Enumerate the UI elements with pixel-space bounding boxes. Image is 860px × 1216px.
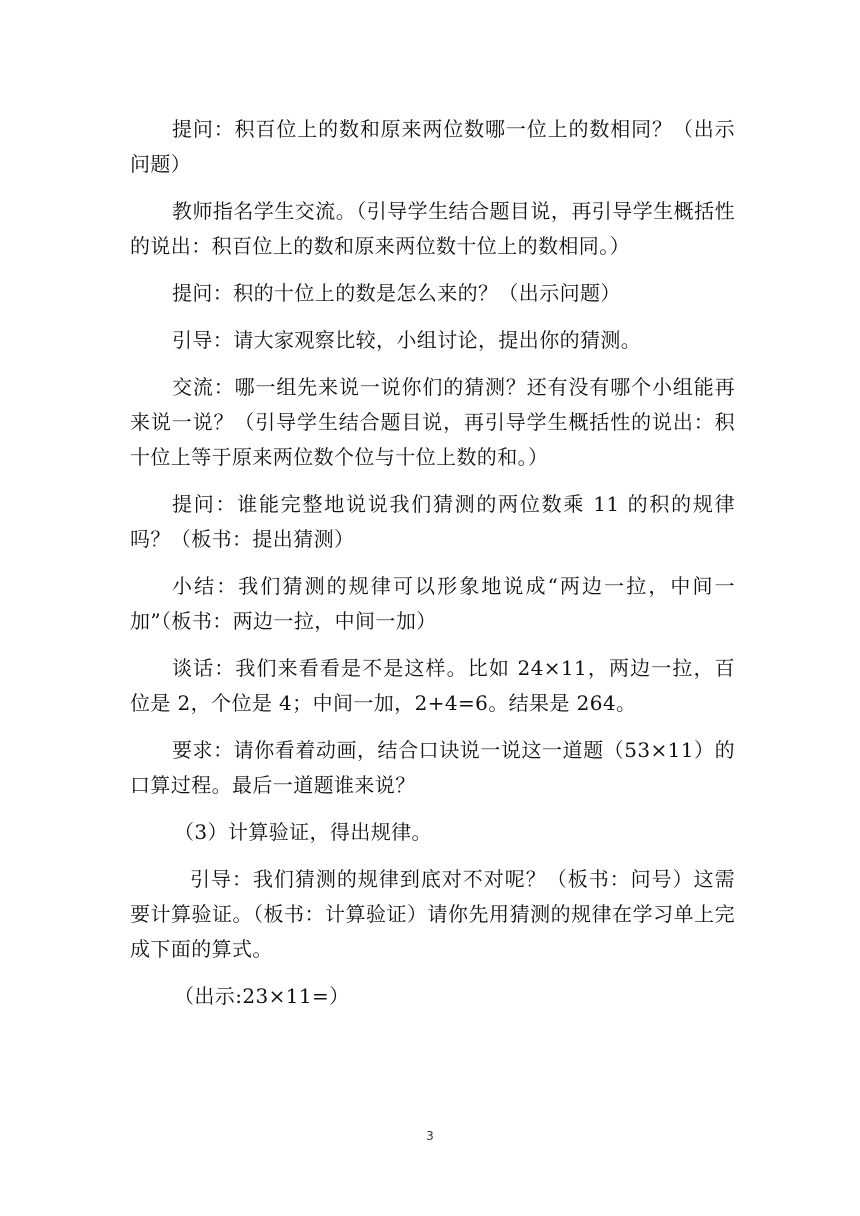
- paragraph-exchange-guess: 交流：哪一组先来说一说你们的猜测？还有没有哪个小组能再来说一说？（引导学生结合题目说，再引导学生概括性的说出：积十位上等于原来两位数个位与十位上数的和。）: [130, 375, 735, 469]
- document-body: [130, 112, 735, 1026]
- paragraph-teacher-exchange: 教师指名学生交流。（引导学生结合题目说，再引导学生概括性的说出：积百位上的数和原来两位数十位上的数相同。）: [130, 199, 735, 258]
- paragraph-question-hundreds: 提问：积百位上的数和原来两位数哪一位上的数相同？（出示问题）: [130, 117, 735, 176]
- paragraph-guide-observe: 引导：请大家观察比较，小组讨论，提出你的猜测。: [172, 328, 642, 352]
- paragraph-guide-verify: 引导：我们猜测的规律到底对不对呢？（板书：问号）这需要计算验证。（板书：计算验证）请你先用猜测的规律在学习单上完成下面的算式。: [130, 867, 735, 961]
- page-number: 3: [426, 1129, 434, 1143]
- paragraph-question-rule: 提问：谁能完整地说说我们猜测的两位数乘 11 的积的规律吗？（板书：提出猜测）: [130, 492, 735, 551]
- paragraph-talk-example: 谈话：我们来看看是不是这样。比如 24×11，两边一拉，百位是 2，个位是 4；中间一加，2+4=6。结果是 264。: [130, 656, 735, 715]
- paragraph-show-equation: （出示:23×11=）: [174, 984, 350, 1008]
- paragraph-question-tens: 提问：积的十位上的数是怎么来的？（出示问题）: [172, 281, 621, 305]
- paragraph-summary: 小结：我们猜测的规律可以形象地说成“两边一拉，中间一加”（板书：两边一拉，中间一加）: [130, 574, 735, 633]
- paragraph-requirement: 要求：请你看着动画，结合口诀说一说这一道题（53×11）的口算过程。最后一道题谁来说？: [130, 738, 735, 797]
- paragraph-section-heading: （3）计算验证，得出规律。: [174, 820, 432, 844]
